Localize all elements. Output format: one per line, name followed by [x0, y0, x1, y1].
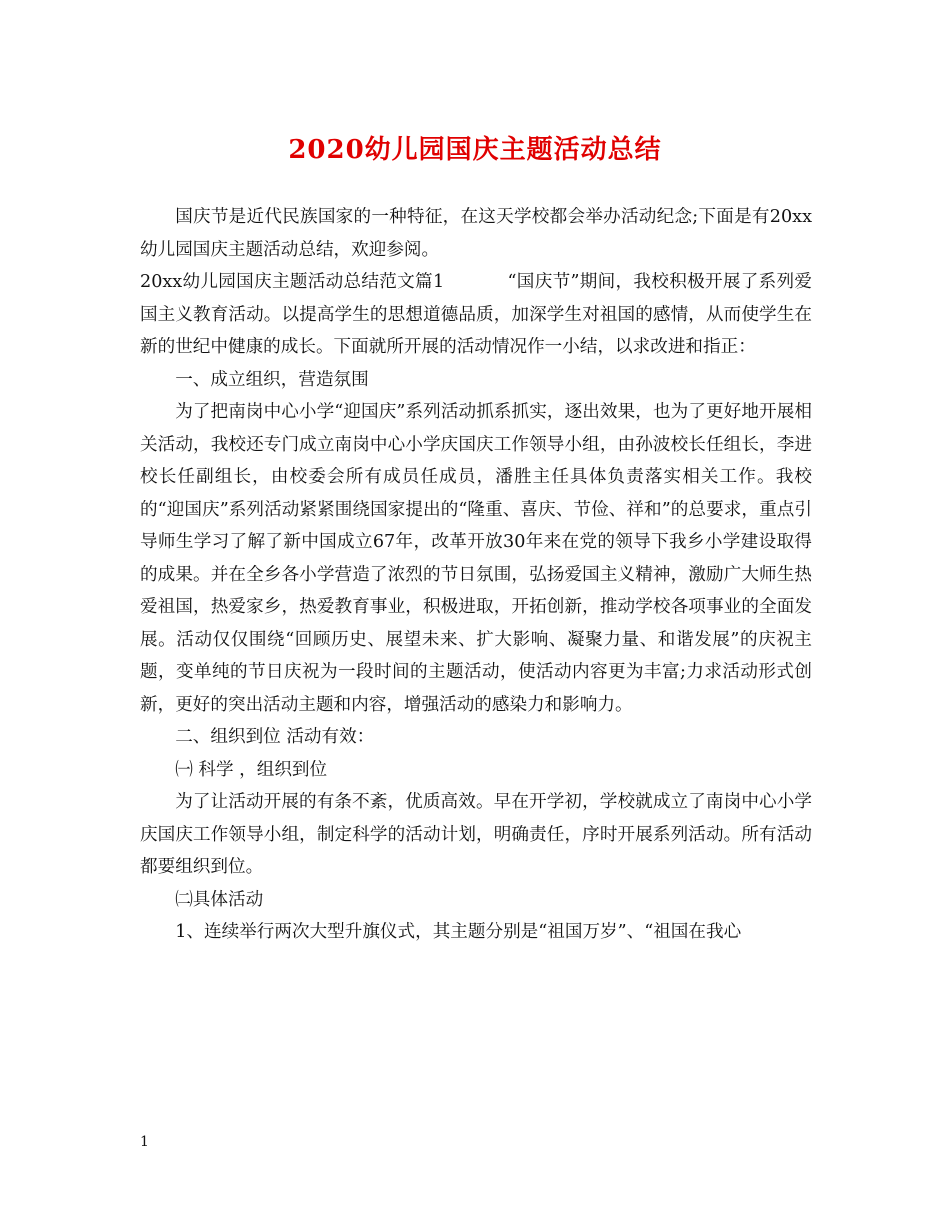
page-number: 1	[140, 1134, 149, 1150]
subsection-heading-1: ㈠ 科学 ，组织到位	[175, 759, 328, 780]
section-paragraph-2: 为了让活动开展的有条不紊，优质高效。早在开学初，学校就成立了南岗中心小学庆国庆工作领导小组，制定科学的活动计划，明确责任，序时开展系列活动。所有活动都要组织到位。	[140, 792, 812, 877]
sample-text: “国庆节”期间，我校积极开展了系列爱国主义教育活动。以提高学生的思想道德品质，加深学生对祖国的感情，从而使学生在新的世纪中健康的成长。下面就所开展的活动情况作一小结，以求改进和指正：	[140, 272, 812, 357]
section-heading-2: 二、组织到位 活动有效：	[175, 727, 375, 747]
section-paragraph-1: 为了把南岗中心小学“迎国庆”系列活动抓系抓实，逐出效果，也为了更好地开展相关活动，我校还专门成立南岗中心小学庆国庆工作领导小组，由孙波校长任组长，李进校长任副组长，由校委会所有成员任成员，潘胜主任具体负责落实相关工作。我校的“迎国庆”系列活动紧紧围绕国家提出的“隆重、喜庆、节俭、祥和”的总要求，重点引导师生学习了解了新中国成立67年，改革开放30年来在党的领导下我乡小学建设取得的成果。并在全乡各小学营造了浓烈的节日氛围，弘扬爱国主义精神，激励广大师生热爱祖国，热爱家乡，热爱教育事业，积极进取，开拓创新，推动学校各项事业的全面发展。活动仅仅围绕“回顾历史、展望未来、扩大影响、凝聚力量、和谐发展”的庆祝主题，变单纯的节日庆祝为一段时间的主题活动，使活动内容更为丰富;力求活动形式创新，更好的突出活动主题和内容，增强活动的感染力和影响力。	[140, 402, 812, 715]
sample-paragraph	[140, 266, 812, 364]
document-title: 2020幼儿园国庆主题活动总结	[288, 135, 662, 165]
intro-paragraph: 国庆节是近代民族国家的一种特征，在这天学校都会举办活动纪念;下面是有20xx幼儿园国庆主题活动总结，欢迎参阅。	[140, 207, 812, 260]
document-body	[140, 201, 812, 949]
section-heading-1: 一、成立组织，营造氛围	[175, 369, 369, 390]
sample-label: 20xx幼儿园国庆主题活动总结范文篇1	[140, 272, 445, 292]
subsection-heading-2: ㈡具体活动	[175, 889, 264, 910]
section-paragraph-3: 1、连续举行两次大型升旗仪式，其主题分别是“祖国万岁”、“祖国在我心	[175, 922, 742, 942]
